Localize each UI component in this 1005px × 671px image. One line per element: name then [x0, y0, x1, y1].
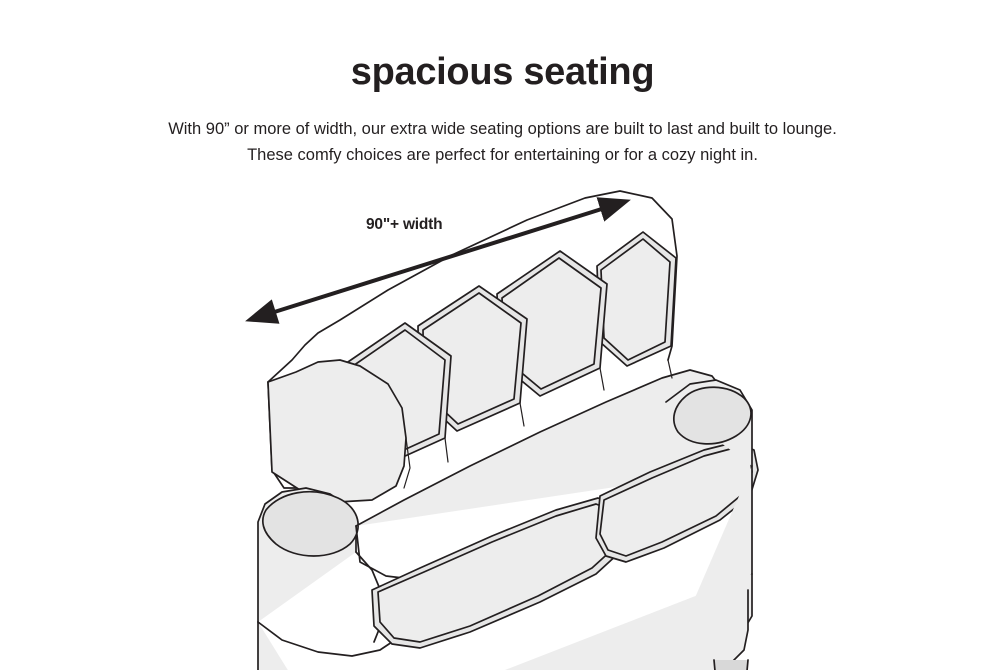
description-line-2: These comfy choices are perfect for entertaining or for a cozy night in.	[247, 146, 758, 165]
width-dimension-label: 90"+ width	[366, 216, 443, 233]
description-text	[0, 116, 1005, 169]
sofa-line-drawing	[258, 191, 758, 670]
sofa-diagram	[0, 170, 1005, 670]
description-line-1: With 90” or more of width, our extra wide seating options are built to last and built to lounge.	[168, 120, 837, 138]
page-title: spacious seating	[350, 51, 655, 93]
